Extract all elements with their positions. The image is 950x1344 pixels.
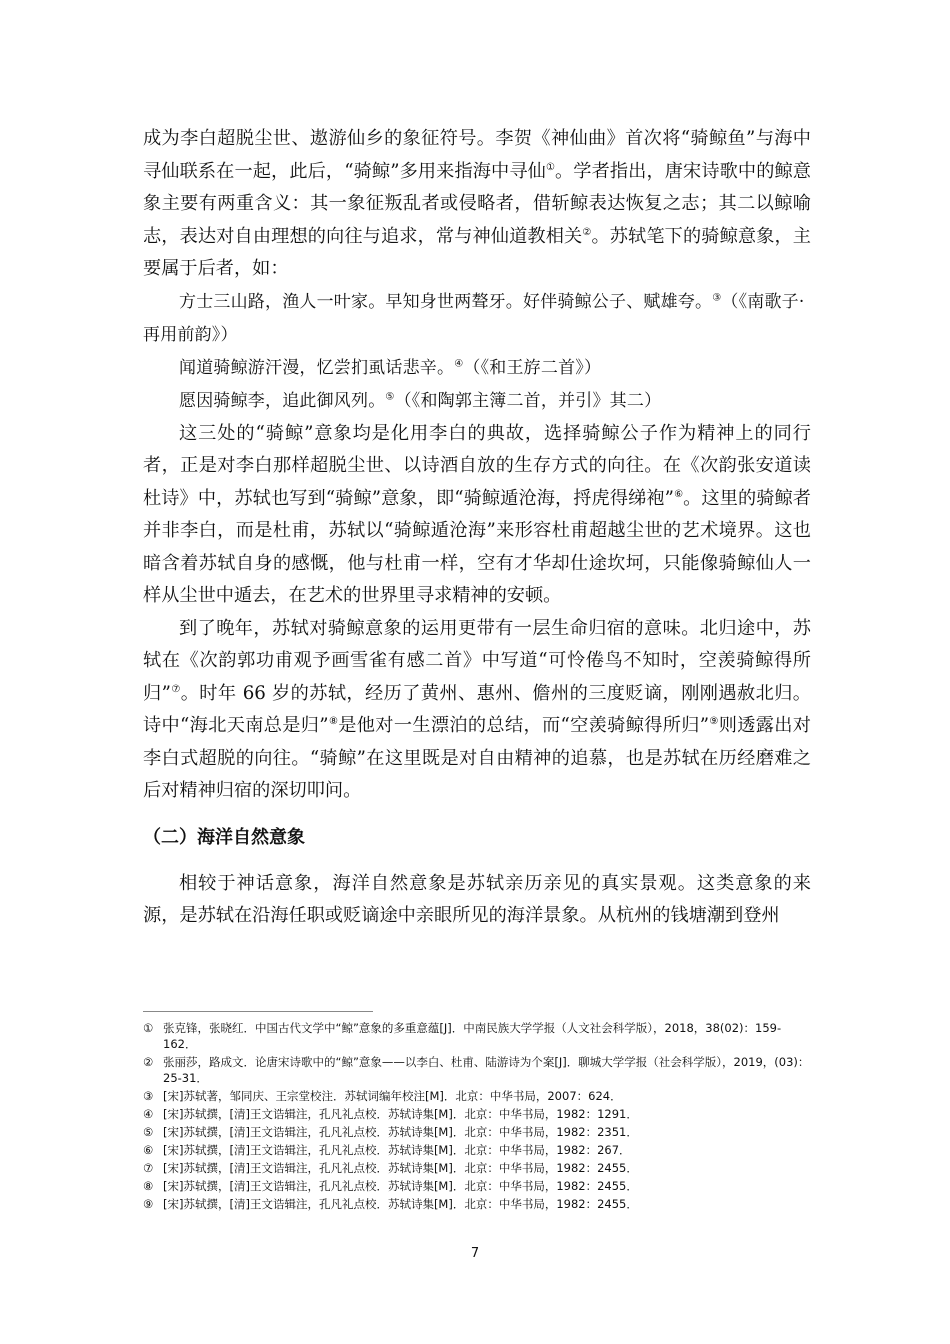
footnote-item: [143, 1020, 811, 1052]
paragraph-3-text-c: 是他对一生漂泊的总结，而“空羡骑鲸得所归”: [338, 715, 710, 736]
footnote-ref-6[interactable]: ⑥: [673, 488, 684, 500]
poem-quote-3-source: （《和陶郭主簿二首，并引》其二）: [394, 390, 662, 411]
paragraph-1-text-b: 。学者指出，唐宋诗歌中的鲸意象主要有两重含义：其一象征叛乱者或侵略者，借斩鲸表达恢复之志；其二以鲸喻志，表达对自由理想的向往与追求，常与神仙道教相关: [143, 160, 811, 247]
footnote-ref-4[interactable]: ④: [454, 357, 464, 369]
page-number: 7: [470, 1246, 480, 1261]
paragraph-3: [143, 613, 811, 808]
footnote-text: 张克锋，张晓红．中国古代文学中“鲸”意象的多重意蕴[J]．中南民族大学学报（人文社会科学版），2018，38(02)：159-162．: [163, 1021, 782, 1051]
footnote-text: [宋]苏轼撰，[清]王文诰辑注，孔凡礼点校．苏轼诗集[M]．北京：中华书局，1982：2455．: [163, 1179, 638, 1193]
poem-quote-3-text: 愿因骑鲸李，追此御风列。: [179, 390, 386, 411]
footnote-number: ④: [143, 1107, 154, 1121]
paragraph-3-text-d: 则透露出对李白式超脱的向往。“骑鲸”在这里既是对自由精神的追慕，也是苏轼在历经磨难之后对精神归宿的深切叩问。: [143, 715, 811, 801]
footnote-ref-8[interactable]: ⑧: [328, 715, 339, 727]
footnote-number: ⑥: [143, 1143, 154, 1157]
paragraph-1-text-c: 。苏轼笔下的骑鲸意象，主要属于后者，如：: [143, 225, 811, 279]
footnote-item: [143, 1054, 811, 1086]
paragraph-2-text-b: 。这里的骑鲸者并非李白，而是杜甫，苏轼以“骑鲸遁沧海”来形容杜甫超越尘世的艺术境界。这也暗含着苏轼自身的感慨，他与杜甫一样，空有才华却仕途坎坷，只能像骑鲸仙人一样从尘世中遁去，在艺术的世界里寻求精神的安顿。: [143, 487, 811, 606]
footnote-ref-5[interactable]: ⑤: [385, 390, 395, 402]
footnote-number: ①: [143, 1021, 154, 1035]
footnote-text: [宋]苏轼撰，[清]王文诰辑注，孔凡礼点校．苏轼诗集[M]．北京：中华书局，1982：2455．: [163, 1197, 638, 1211]
footnote-ref-7[interactable]: ⑦: [170, 683, 181, 695]
poem-quote-2: [143, 352, 811, 385]
footnote-text: 张丽莎，路成文．论唐宋诗歌中的“鲸”意象——以李白、杜甫、陆游诗为个案[J]．聊城大学学报（社会科学版），2019，(03)：25-31．: [163, 1055, 810, 1085]
paragraph-4: 相较于神话意象，海洋自然意象是苏轼亲历亲见的真实景观。这类意象的来源，是苏轼在沿海任职或贬谪途中亲眼所见的海洋景象。从杭州的钱塘潮到登州: [143, 872, 811, 926]
footnote-item: [143, 1088, 811, 1104]
poem-quote-2-source: （《和王斿二首》）: [463, 357, 602, 378]
footnote-text: [宋]苏轼撰，[清]王文诰辑注，孔凡礼点校．苏轼诗集[M]．北京：中华书局，1982：2455．: [163, 1161, 638, 1175]
footnote-ref-9[interactable]: ⑨: [709, 715, 719, 727]
footnote-number: ③: [143, 1089, 154, 1103]
footnote-item: [143, 1106, 811, 1122]
footnote-number: ②: [143, 1055, 154, 1069]
footnote-text: [宋]苏轼撰，[清]王文诰辑注，孔凡礼点校．苏轼诗集[M]．北京：中华书局，1982：1291．: [163, 1107, 638, 1121]
footnote-ref-2[interactable]: ②: [582, 226, 592, 238]
footnote-number: ⑤: [143, 1125, 154, 1139]
paragraph-1-text: 成为李白超脱尘世、遨游仙乡的象征符号。李贺《神仙曲》首次将“骑鲸鱼”与海中寻仙联系在一起，此后，“骑鲸”多用来指海中寻仙: [143, 128, 811, 182]
poem-quote-1-source: （《南歌子·再用前韵》）: [143, 291, 805, 345]
footnote-text: [宋]苏轼撰，[清]王文诰辑注，孔凡礼点校．苏轼诗集[M]．北京：中华书局，1982：267．: [163, 1143, 631, 1157]
footnote-divider: [143, 1011, 373, 1012]
poem-quote-2-text: 闻道骑鲸游汗漫，忆尝扪虱话悲辛。: [179, 357, 455, 378]
footnote-item: [143, 1142, 811, 1158]
footnote-number: ⑧: [143, 1179, 154, 1193]
footnote-text: [宋]苏轼撰，[清]王文诰辑注，孔凡礼点校．苏轼诗集[M]．北京：中华书局，1982：2351．: [163, 1125, 638, 1139]
footnote-item: [143, 1196, 811, 1212]
footnote-item: [143, 1178, 811, 1194]
footnote-text: [宋]苏轼著，邹同庆、王宗堂校注．苏轼词编年校注[M]．北京：中华书局，2007：624．: [163, 1089, 622, 1103]
footnote-ref-1[interactable]: ①: [545, 161, 556, 173]
poem-quote-3: [143, 385, 811, 418]
paragraph-2: [143, 418, 811, 613]
paragraph-2-text: 这三处的“骑鲸”意象均是化用李白的典故，选择骑鲸公子作为精神上的同行者，正是对李白那样超脱尘世、以诗酒自放的生存方式的向往。在《次韵张安道读杜诗》中，苏轼也写到“骑鲸”意象，即“骑鲸遁沧海，捋虎得绨袍”: [143, 422, 811, 509]
footnote-item: [143, 1124, 811, 1140]
footnote-number: ⑨: [143, 1197, 154, 1211]
paragraph-3-text: 到了晚年，苏轼对骑鲸意象的运用更带有一层生命归宿的意味。北归途中，苏轼在《次韵郭功甫观予画雪雀有感二首》中写道“可怜倦鸟不知时，空羡骑鲸得所归”: [143, 617, 811, 704]
poem-quote-1-text: 方士三山路，渔人一叶家。早知身世两聱牙。好伴骑鲸公子、赋雄夸。: [179, 291, 713, 312]
section-heading: （二）海洋自然意象: [143, 826, 305, 848]
main-body: [143, 123, 811, 933]
footnote-item: [143, 1160, 811, 1176]
footnotes-list: [143, 1020, 811, 1214]
poem-quote-1: [143, 286, 811, 352]
footnote-ref-3[interactable]: ③: [712, 291, 722, 303]
paragraph-3-text-b: 。时年 66 岁的苏轼，经历了黄州、惠州、儋州的三度贬谪，刚刚遇赦北归。诗中“海北天南总是归”: [143, 682, 811, 736]
footnote-number: ⑦: [143, 1161, 154, 1175]
paragraph-1: [143, 123, 811, 286]
